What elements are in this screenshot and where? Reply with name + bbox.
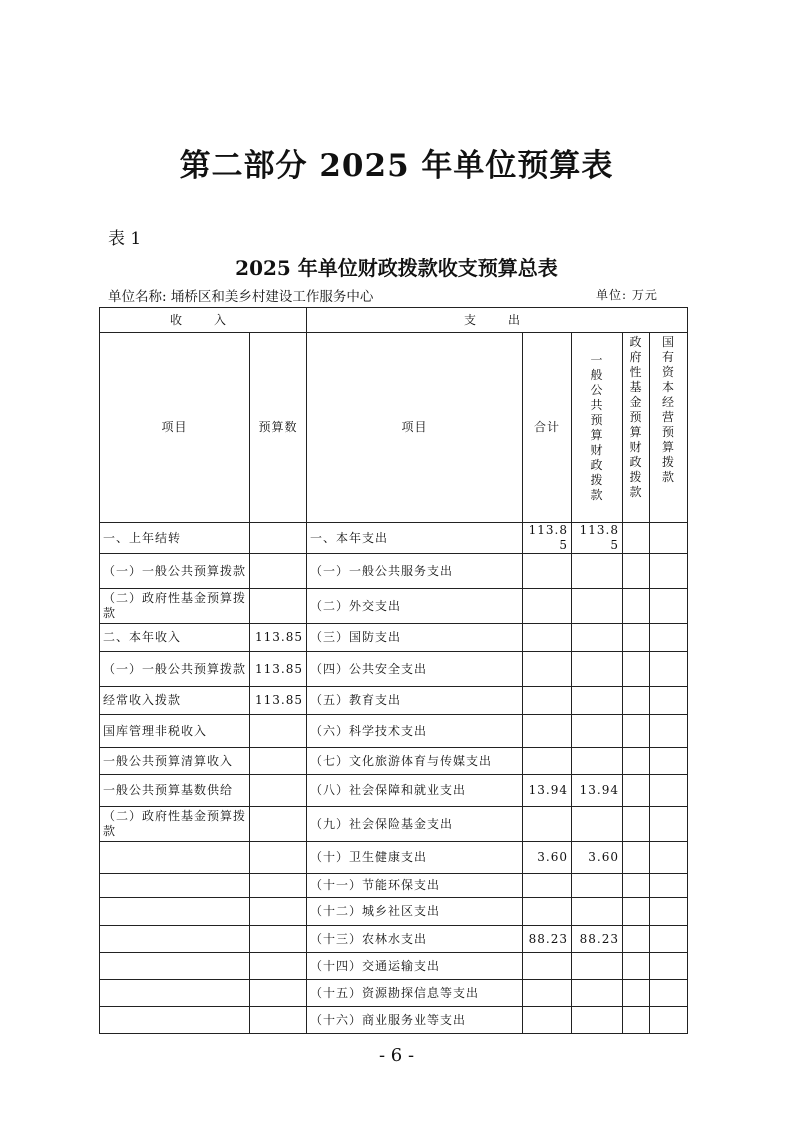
table-row [100, 807, 688, 842]
expense-item-cell: （八）社会保障和就业支出 [307, 775, 523, 807]
state-capital-cell [650, 842, 688, 874]
expense-item-cell: （五）教育支出 [307, 687, 523, 715]
table-row [100, 980, 688, 1007]
gov-fund-cell [623, 554, 650, 589]
state-capital-cell [650, 953, 688, 980]
total-cell: 113.85 [523, 523, 572, 554]
gov-fund-cell [623, 842, 650, 874]
table-row [100, 624, 688, 652]
state-capital-cell [650, 554, 688, 589]
col-gov-fund: 政府性基金预算财政拨款 [623, 333, 650, 523]
state-capital-cell [650, 926, 688, 953]
general-budget-cell [572, 807, 623, 842]
general-budget-cell [572, 748, 623, 775]
gov-fund-cell [623, 589, 650, 624]
total-cell [523, 589, 572, 624]
income-budget-cell [250, 775, 307, 807]
table-row [100, 523, 688, 554]
expense-item-cell: （六）科学技术支出 [307, 715, 523, 748]
state-capital-cell [650, 980, 688, 1007]
table-row [100, 652, 688, 687]
income-budget-cell [250, 1007, 307, 1034]
general-budget-cell: 88.23 [572, 926, 623, 953]
expense-item-cell: （二）外交支出 [307, 589, 523, 624]
general-budget-cell [572, 1007, 623, 1034]
income-budget-cell: 113.85 [250, 687, 307, 715]
income-budget-cell [250, 926, 307, 953]
table-row [100, 898, 688, 926]
expense-item-cell: （十四）交通运输支出 [307, 953, 523, 980]
table-row [100, 926, 688, 953]
gov-fund-cell [623, 715, 650, 748]
general-budget-cell: 113.85 [572, 523, 623, 554]
state-capital-cell [650, 807, 688, 842]
income-item-cell: 一、上年结转 [100, 523, 250, 554]
gov-fund-cell [623, 926, 650, 953]
general-budget-cell [572, 652, 623, 687]
col-total: 合计 [523, 333, 572, 523]
general-budget-cell: 3.60 [572, 842, 623, 874]
total-cell: 3.60 [523, 842, 572, 874]
expense-item-cell: （十二）城乡社区支出 [307, 898, 523, 926]
income-item-cell: 经常收入拨款 [100, 687, 250, 715]
total-cell [523, 898, 572, 926]
gov-fund-cell [623, 898, 650, 926]
gov-fund-cell [623, 687, 650, 715]
income-budget-cell [250, 842, 307, 874]
gov-fund-cell [623, 624, 650, 652]
expense-item-cell: （一）一般公共服务支出 [307, 554, 523, 589]
general-budget-cell [572, 554, 623, 589]
gov-fund-cell [623, 953, 650, 980]
income-item-cell [100, 980, 250, 1007]
income-budget-cell [250, 589, 307, 624]
general-budget-cell [572, 589, 623, 624]
state-capital-cell [650, 874, 688, 898]
table-row [100, 842, 688, 874]
table-row [100, 874, 688, 898]
income-header: 收 入 [100, 308, 307, 333]
income-item-cell [100, 926, 250, 953]
income-budget-cell [250, 807, 307, 842]
income-budget-cell [250, 554, 307, 589]
income-item-cell [100, 953, 250, 980]
general-budget-cell: 13.94 [572, 775, 623, 807]
income-budget-cell [250, 523, 307, 554]
unit-name: 单位名称: 埇桥区和美乡村建设工作服务中心 [108, 289, 374, 305]
total-cell [523, 687, 572, 715]
col-general-budget: 一般公共预算财政拨款 [572, 333, 623, 523]
expense-item-cell: （三）国防支出 [307, 624, 523, 652]
state-capital-cell [650, 1007, 688, 1034]
income-budget-cell [250, 874, 307, 898]
general-budget-cell [572, 980, 623, 1007]
general-budget-cell [572, 953, 623, 980]
total-cell [523, 715, 572, 748]
income-budget-cell: 113.85 [250, 652, 307, 687]
income-item-cell: （一）一般公共预算拨款 [100, 652, 250, 687]
state-capital-cell [650, 652, 688, 687]
income-budget-cell [250, 980, 307, 1007]
total-cell [523, 624, 572, 652]
gov-fund-cell [623, 874, 650, 898]
table-row [100, 687, 688, 715]
income-item-cell: （二）政府性基金预算拨款 [100, 807, 250, 842]
income-item-cell: 国库管理非税收入 [100, 715, 250, 748]
expense-item-cell: （十六）商业服务业等支出 [307, 1007, 523, 1034]
income-budget-cell [250, 748, 307, 775]
part-title: 第二部分 2025 年单位预算表 [179, 148, 614, 184]
state-capital-cell [650, 624, 688, 652]
table-row [100, 953, 688, 980]
general-budget-cell [572, 898, 623, 926]
income-item-cell: 一般公共预算基数供给 [100, 775, 250, 807]
col-state-capital: 国有资本经营预算拨款 [650, 333, 688, 523]
total-cell [523, 652, 572, 687]
state-capital-cell [650, 687, 688, 715]
state-capital-cell [650, 748, 688, 775]
income-item-cell: 一般公共预算清算收入 [100, 748, 250, 775]
general-budget-cell [572, 687, 623, 715]
gov-fund-cell [623, 807, 650, 842]
state-capital-cell [650, 898, 688, 926]
income-item-cell: 二、本年收入 [100, 624, 250, 652]
gov-fund-cell [623, 748, 650, 775]
gov-fund-cell [623, 1007, 650, 1034]
total-cell [523, 748, 572, 775]
total-cell [523, 1007, 572, 1034]
income-item-cell [100, 1007, 250, 1034]
income-item-cell [100, 874, 250, 898]
state-capital-cell [650, 775, 688, 807]
total-cell [523, 874, 572, 898]
table-row [100, 775, 688, 807]
table-row [100, 748, 688, 775]
col-income-budget: 预算数 [250, 333, 307, 523]
table-row [100, 715, 688, 748]
state-capital-cell [650, 523, 688, 554]
table-row [100, 1007, 688, 1034]
income-budget-cell [250, 953, 307, 980]
income-item-cell: （二）政府性基金预算拨款 [100, 589, 250, 624]
income-budget-cell [250, 715, 307, 748]
general-budget-cell [572, 874, 623, 898]
total-cell [523, 980, 572, 1007]
page-number: - 6 - [378, 1045, 415, 1066]
expense-item-cell: （十五）资源勘探信息等支出 [307, 980, 523, 1007]
table-row [100, 554, 688, 589]
budget-summary-table [99, 307, 688, 1034]
state-capital-cell [650, 589, 688, 624]
expense-item-cell: （四）公共安全支出 [307, 652, 523, 687]
total-cell: 88.23 [523, 926, 572, 953]
unit-label: 单位: 万元 [596, 288, 658, 302]
expense-item-cell: （七）文化旅游体育与传媒支出 [307, 748, 523, 775]
income-budget-cell [250, 898, 307, 926]
income-item-cell [100, 842, 250, 874]
income-item-cell: （一）一般公共预算拨款 [100, 554, 250, 589]
state-capital-cell [650, 715, 688, 748]
expense-item-cell: （十）卫生健康支出 [307, 842, 523, 874]
gov-fund-cell [623, 980, 650, 1007]
total-cell [523, 807, 572, 842]
gov-fund-cell [623, 652, 650, 687]
total-cell [523, 953, 572, 980]
general-budget-cell [572, 624, 623, 652]
expense-item-cell: （九）社会保险基金支出 [307, 807, 523, 842]
income-budget-cell: 113.85 [250, 624, 307, 652]
col-income-item: 项目 [100, 333, 250, 523]
expense-item-cell: （十三）农林水支出 [307, 926, 523, 953]
total-cell [523, 554, 572, 589]
table-row [100, 589, 688, 624]
expense-item-cell: 一、本年支出 [307, 523, 523, 554]
gov-fund-cell [623, 775, 650, 807]
expense-item-cell: （十一）节能环保支出 [307, 874, 523, 898]
gov-fund-cell [623, 523, 650, 554]
income-item-cell [100, 898, 250, 926]
total-cell: 13.94 [523, 775, 572, 807]
general-budget-cell [572, 715, 623, 748]
col-expense-item: 项目 [307, 333, 523, 523]
table-title: 2025 年单位财政拨款收支预算总表 [235, 256, 558, 280]
table-number: 表 1 [108, 229, 142, 249]
expense-header: 支 出 [307, 308, 688, 333]
